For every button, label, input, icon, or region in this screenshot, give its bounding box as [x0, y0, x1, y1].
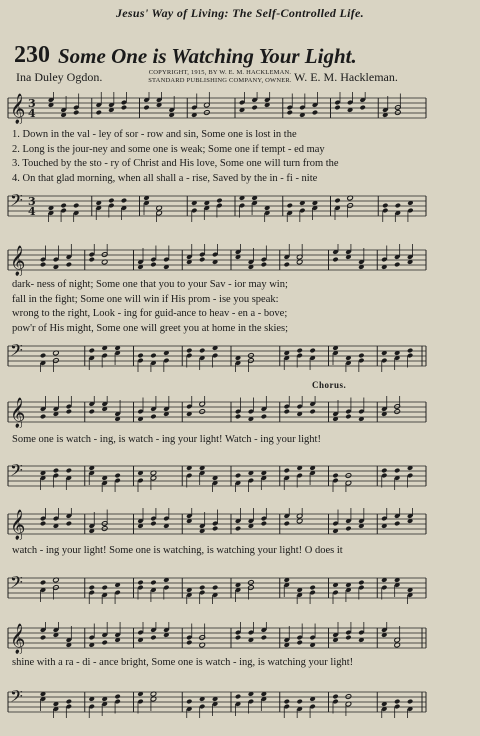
notehead — [407, 699, 413, 705]
notehead — [332, 257, 338, 263]
topic-heading: Jesus' Way of Living: The Self-Controlled Life. — [116, 6, 364, 20]
notehead — [345, 526, 351, 532]
notehead — [296, 640, 302, 646]
notehead — [407, 348, 413, 354]
treble-staff-2 — [0, 244, 480, 276]
notehead — [287, 110, 293, 116]
bass-clef-icon: 𝄢 — [10, 190, 23, 214]
notehead — [60, 203, 66, 209]
notehead — [212, 585, 218, 591]
copyright-notice — [142, 69, 298, 85]
notehead — [186, 640, 192, 646]
notehead — [66, 262, 72, 268]
treble-staff-5 — [0, 622, 480, 654]
bass-staff-5 — [0, 686, 480, 718]
treble-staff-1 — [0, 92, 480, 124]
notehead — [114, 694, 120, 700]
verse-3-line-1: 3. Touched by the sto - ry of Christ and His love, Some one will turn from the — [12, 158, 339, 169]
treble-staff-4 — [0, 508, 480, 540]
notehead — [358, 353, 364, 359]
notehead — [150, 414, 156, 420]
hymn-number: 230 — [14, 42, 50, 68]
time-sig-upper: 3 — [28, 97, 36, 110]
notehead — [284, 468, 290, 474]
notehead — [66, 521, 72, 527]
notehead — [261, 414, 267, 420]
copyright-line-1: COPYRIGHT, 1915, BY W. E. M. HACKLEMAN. — [148, 69, 292, 76]
notehead — [284, 409, 290, 415]
treble-clef-icon: 𝄞 — [10, 624, 26, 654]
notehead — [108, 198, 114, 204]
treble-clef-icon: 𝄞 — [10, 398, 26, 428]
verse-lyrics-line-1 — [12, 128, 428, 186]
notehead — [40, 414, 46, 420]
notehead — [235, 694, 241, 700]
notehead — [101, 526, 107, 532]
notehead — [186, 699, 192, 705]
chorus-lyrics-line-1 — [12, 433, 428, 448]
chorus-label: Chorus. — [312, 380, 347, 390]
treble-staff-3 — [0, 396, 480, 428]
notehead — [261, 262, 267, 268]
notehead — [284, 262, 290, 268]
notehead — [332, 473, 338, 479]
bass-staff-1 — [0, 190, 480, 222]
notehead — [150, 580, 156, 586]
notehead — [345, 473, 351, 479]
notehead — [186, 348, 192, 354]
notehead — [235, 473, 241, 479]
verse-2-line-2: fall in the fight; Some one will win if His prom - ise you speak: — [12, 293, 279, 305]
notehead — [394, 521, 400, 527]
time-sig-upper: 3 — [28, 195, 36, 208]
notehead — [235, 526, 241, 532]
notehead — [334, 105, 340, 111]
notehead — [296, 348, 302, 354]
bass-clef-icon: 𝄢 — [10, 686, 23, 710]
treble-clef-icon: 𝄞 — [10, 246, 26, 276]
chorus-line-2: watch - ing your light! Some one is watching, is watching your light! O does it — [12, 545, 343, 556]
lyricist: Ina Duley Ogdon. — [16, 70, 103, 84]
notehead — [261, 521, 267, 527]
notehead — [394, 468, 400, 474]
notehead — [395, 110, 401, 116]
notehead — [212, 526, 218, 532]
notehead — [73, 110, 79, 116]
notehead — [394, 409, 400, 415]
notehead — [89, 585, 95, 591]
notehead — [284, 699, 290, 705]
notehead — [66, 699, 72, 705]
notehead — [199, 348, 205, 354]
notehead — [251, 105, 257, 111]
verse-2-line-1: 2. Long is the jour-ney and some one is weak; Some one if tempt - ed may — [12, 143, 325, 155]
copyright-line-2: STANDARD PUBLISHING COMPANY, OWNER. — [148, 77, 292, 84]
notehead — [66, 409, 72, 415]
notehead — [248, 353, 254, 359]
chorus-lyrics-line-3 — [12, 656, 428, 671]
notehead — [287, 203, 293, 209]
notehead — [309, 348, 315, 354]
verse-4-line-1: 4. On that glad morning, when all shall a - rise, Saved by the in - fi - nite — [12, 172, 318, 184]
verse-1-line-2: dark- ness of night; Some one that you to your Sav - ior may win; — [12, 279, 288, 290]
notehead — [248, 580, 254, 586]
notehead — [150, 521, 156, 527]
notehead — [312, 110, 318, 116]
notehead — [358, 580, 364, 586]
notehead — [296, 699, 302, 705]
treble-clef-icon: 𝄞 — [10, 510, 26, 540]
notehead — [40, 580, 46, 586]
hymn-title: Some One is Watching Your Light. — [58, 44, 357, 68]
notehead — [382, 203, 388, 209]
time-sig-lower: 4 — [28, 205, 36, 218]
notehead — [40, 353, 46, 359]
notehead — [89, 409, 95, 415]
notehead — [216, 198, 222, 204]
notehead — [121, 105, 127, 111]
bass-clef-icon: 𝄢 — [10, 340, 23, 364]
verse-1-line-1: 1. Down in the val - ley of sor - row and sin, Some one is lost in the — [12, 129, 297, 140]
notehead — [89, 257, 95, 263]
notehead — [114, 473, 120, 479]
notehead — [89, 348, 95, 354]
treble-clef-icon: 𝄞 — [10, 94, 26, 124]
notehead — [284, 521, 290, 527]
notehead — [73, 203, 79, 209]
bass-staff-3 — [0, 460, 480, 492]
notehead — [53, 468, 59, 474]
notehead — [40, 635, 46, 641]
bass-staff-4 — [0, 572, 480, 604]
notehead — [345, 414, 351, 420]
notehead — [235, 414, 241, 420]
verse-lyrics-line-2 — [12, 278, 428, 336]
notehead — [101, 640, 107, 646]
notehead — [394, 699, 400, 705]
notehead — [40, 262, 46, 268]
notehead — [121, 198, 127, 204]
notehead — [199, 585, 205, 591]
notehead — [199, 409, 205, 415]
time-sig-lower: 4 — [28, 107, 36, 120]
notehead — [137, 353, 143, 359]
chorus-line-3: shine with a ra - di - ance bright, Some one is watch - ing, is watching your light! — [12, 657, 354, 668]
bass-clef-icon: 𝄢 — [10, 572, 23, 596]
notehead — [345, 635, 351, 641]
notehead — [345, 694, 351, 700]
notehead — [359, 105, 365, 111]
notehead — [199, 257, 205, 263]
notehead — [309, 409, 315, 415]
notehead — [101, 585, 107, 591]
notehead — [261, 635, 267, 641]
notehead — [309, 585, 315, 591]
notehead — [381, 468, 387, 474]
chorus-lyrics-line-2 — [12, 544, 428, 559]
composer: W. E. M. Hackleman. — [294, 70, 398, 84]
verse-4-line-2: pow'r of His might, Some one will greet you at home in the skies; — [12, 322, 289, 334]
notehead — [204, 110, 210, 116]
notehead — [334, 198, 340, 204]
notehead — [150, 262, 156, 268]
notehead — [395, 203, 401, 209]
bass-staff-2 — [0, 340, 480, 372]
notehead — [66, 468, 72, 474]
bass-clef-icon: 𝄢 — [10, 460, 23, 484]
notehead — [394, 262, 400, 268]
notehead — [332, 694, 338, 700]
notehead — [143, 105, 149, 111]
notehead — [150, 353, 156, 359]
notehead — [40, 521, 46, 527]
notehead — [137, 580, 143, 586]
verse-3-line-2: wrong to the right, Look - ing for guid-ance to heav - en a - bove; — [12, 308, 288, 319]
chorus-line-1: Some one is watch - ing, is watch - ing your light! Watch - ing your light! — [12, 434, 321, 445]
notehead — [235, 635, 241, 641]
notehead — [150, 635, 156, 641]
notehead — [96, 110, 102, 116]
